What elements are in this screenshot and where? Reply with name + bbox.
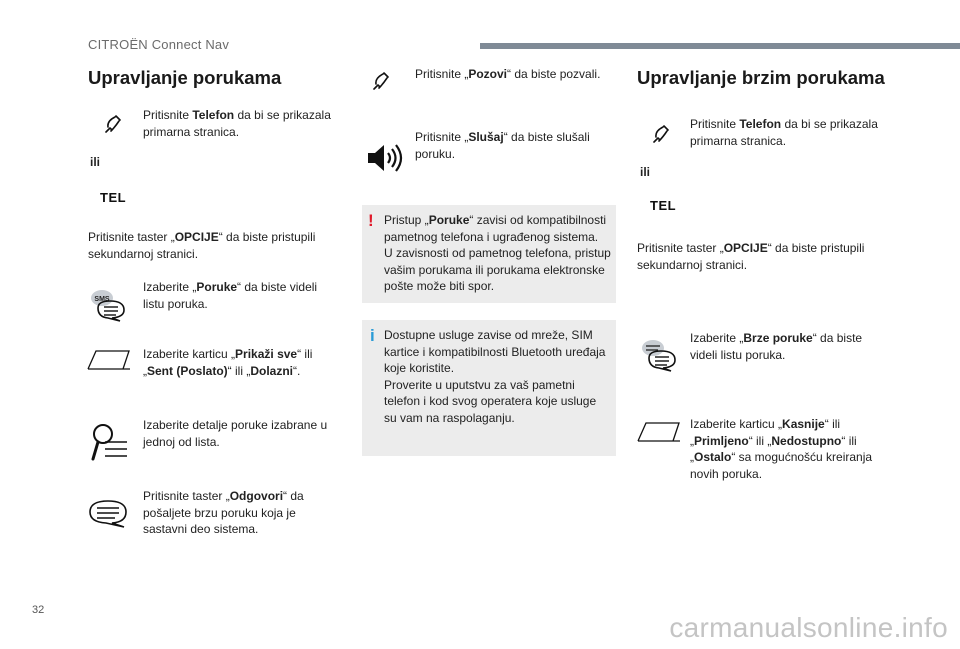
header-bar bbox=[480, 43, 960, 49]
search-list-icon bbox=[91, 422, 129, 462]
warning-icon: ! bbox=[368, 211, 374, 230]
step-phone-text: Pritisnite Telefon da bi se prikazala primarna stranica. bbox=[143, 108, 331, 139]
step-tabs-text: Izaberite karticu „Prikaži sve“ ili „Sent (Poslato)“ ili „Dolazni“. bbox=[143, 347, 313, 378]
step-reply-text: Pritisnite taster „Odgovori“ da pošaljete brzu poruku koja je sastavni deo sistema. bbox=[143, 489, 304, 536]
info-text: Dostupne usluge zavise od mreže, SIM kartice i kompatibilnosti Bluetooth uređaja koje koristite. Proverite u uputstvu za vaš pametni telefon i kod svog operatera koje usluge su vam na raspolaganju. bbox=[384, 328, 606, 425]
phone-icon bbox=[651, 123, 673, 145]
header-title: CITROËN Connect Nav bbox=[88, 37, 230, 52]
step-listen-text: Pritisnite „Slušaj“ da biste slušali poruku. bbox=[415, 130, 590, 161]
step-details-text: Izaberite detalje poruke izabrane u jednoj od lista. bbox=[143, 418, 328, 449]
step-tabs-text: Izaberite karticu „Kasnije“ ili „Primljeno“ ili „Nedostupno“ ili „Ostalo“ sa mogućnošću kreiranja novih poruka. bbox=[690, 417, 873, 481]
quick-message-icon bbox=[639, 338, 681, 372]
tel-button-label: TEL bbox=[650, 198, 677, 213]
reply-message-icon bbox=[88, 498, 130, 528]
tel-button-label: TEL bbox=[100, 190, 127, 205]
speaker-icon bbox=[366, 142, 404, 174]
step-call-text: Pritisnite „Pozovi“ da biste pozvali. bbox=[415, 67, 601, 81]
or-label: ili bbox=[90, 155, 101, 169]
step-messages-text: Izaberite „Poruke“ da biste videli listu poruka. bbox=[143, 280, 318, 311]
sms-message-icon bbox=[88, 288, 130, 322]
section-heading-quick-messages: Upravljanje brzim porukama bbox=[637, 67, 885, 88]
step-options-text: Pritisnite taster „OPCIJE“ da biste pristupili sekundarnoj stranici. bbox=[88, 230, 316, 261]
or-label: ili bbox=[640, 165, 651, 179]
svg-text:SMS: SMS bbox=[94, 296, 110, 303]
phone-icon bbox=[371, 70, 393, 92]
warning-text: Pristup „Poruke“ zavisi od kompatibilnosti pametnog telefona i ugrađenog sistema. U zavisnosti od pametnog telefona, pristup vašim porukama ili porukama elektronske pošte može biti spor. bbox=[384, 213, 611, 293]
page-number: 32 bbox=[32, 604, 45, 616]
section-heading-messages: Upravljanje porukama bbox=[88, 67, 282, 88]
phone-icon bbox=[103, 113, 125, 135]
step-options-text: Pritisnite taster „OPCIJE“ da biste pristupili sekundarnoj stranici. bbox=[637, 241, 865, 272]
warning-note bbox=[362, 205, 616, 303]
info-icon: i bbox=[370, 326, 375, 345]
tab-icon bbox=[637, 421, 681, 443]
tab-icon bbox=[87, 349, 131, 371]
info-note bbox=[362, 320, 616, 456]
step-quick-messages-text: Izaberite „Brze poruke“ da biste videli listu poruka. bbox=[690, 331, 863, 362]
step-phone-text: Pritisnite Telefon da bi se prikazala primarna stranica. bbox=[690, 117, 878, 148]
watermark: carmanualsonline.info bbox=[669, 612, 948, 643]
